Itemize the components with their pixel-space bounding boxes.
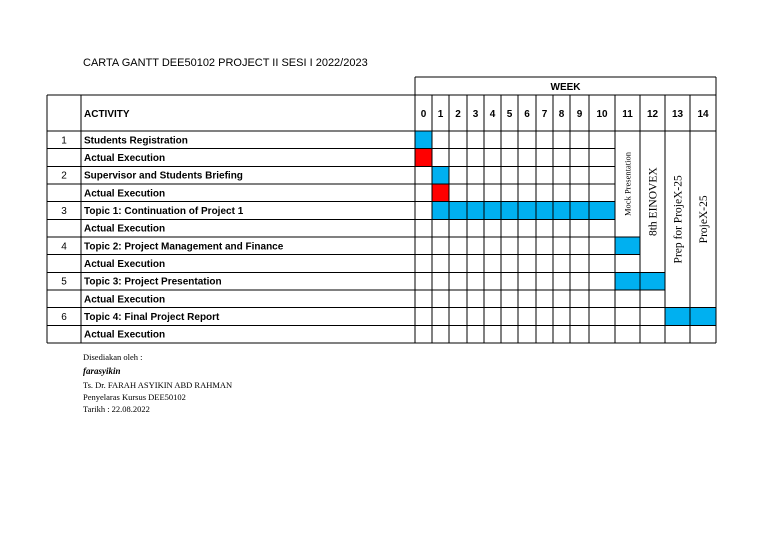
row-number: 2 xyxy=(61,170,67,182)
gantt-bar-actual xyxy=(415,149,432,167)
gantt-bar-plan xyxy=(432,202,615,220)
activity-label: Actual Execution xyxy=(84,153,166,165)
week-number-header: 8 xyxy=(558,109,565,120)
document-title: CARTA GANTT DEE50102 PROJECT II SESI I 2022/2023 xyxy=(83,57,368,69)
week-number-header: 11 xyxy=(622,109,633,120)
week-number-header: 7 xyxy=(541,109,548,120)
activity-label: Actual Execution xyxy=(84,294,166,306)
preparer-position: Penyelaras Kursus DEE50102 xyxy=(83,392,186,402)
week-number-header: 4 xyxy=(489,109,496,120)
signature: farasyikin xyxy=(83,366,121,376)
week-number-header: 5 xyxy=(506,109,513,120)
row-number: 6 xyxy=(61,312,67,324)
week-number-header: 13 xyxy=(671,109,684,120)
activity-label: Students Registration xyxy=(84,135,188,147)
event-label: Mock Presentation xyxy=(622,152,633,217)
event-label: ProjeX-25 xyxy=(698,195,711,244)
activity-label: Actual Execution xyxy=(84,259,166,271)
week-number-header: 2 xyxy=(455,109,461,120)
row-number: 5 xyxy=(61,276,67,288)
gantt-bar-plan xyxy=(415,131,432,149)
week-number-header: 1 xyxy=(437,109,444,120)
gantt-bar-actual xyxy=(432,184,449,202)
week-number-header: 3 xyxy=(472,109,479,120)
week-number-header: 12 xyxy=(646,109,659,120)
activity-label: Actual Execution xyxy=(84,188,166,200)
event-label: 8th EINOVEX xyxy=(647,167,660,237)
row-number: 4 xyxy=(61,241,67,253)
activity-label: Topic 1: Continuation of Project 1 xyxy=(84,206,244,218)
activity-label: Actual Execution xyxy=(84,329,166,341)
prepared-date: Tarikh : 22.08.2022 xyxy=(83,404,150,414)
week-header: WEEK xyxy=(550,82,581,93)
week-number-header: 9 xyxy=(576,109,583,120)
gantt-bar-plan xyxy=(432,166,449,184)
activity-label: Supervisor and Students Briefing xyxy=(84,170,243,182)
preparer-name: Ts. Dr. FARAH ASYIKIN ABD RAHMAN xyxy=(83,380,233,390)
row-number: 3 xyxy=(61,206,67,218)
week-number-header: 0 xyxy=(420,109,427,120)
activity-label: Topic 4: Final Project Report xyxy=(84,312,220,324)
activity-header: ACTIVITY xyxy=(84,109,130,120)
prepared-by-label: Disediakan oleh : xyxy=(83,352,143,362)
gantt-bar-plan xyxy=(615,237,640,255)
week-number-header: 10 xyxy=(596,109,608,120)
week-number-header: 6 xyxy=(524,109,530,120)
row-number: 1 xyxy=(61,135,67,147)
event-label: Prep for ProjeX-25 xyxy=(672,175,685,264)
activity-label: Actual Execution xyxy=(84,223,166,235)
week-number-header: 14 xyxy=(697,109,709,120)
activity-label: Topic 2: Project Management and Finance xyxy=(84,241,284,253)
activity-label: Topic 3: Project Presentation xyxy=(84,276,222,288)
